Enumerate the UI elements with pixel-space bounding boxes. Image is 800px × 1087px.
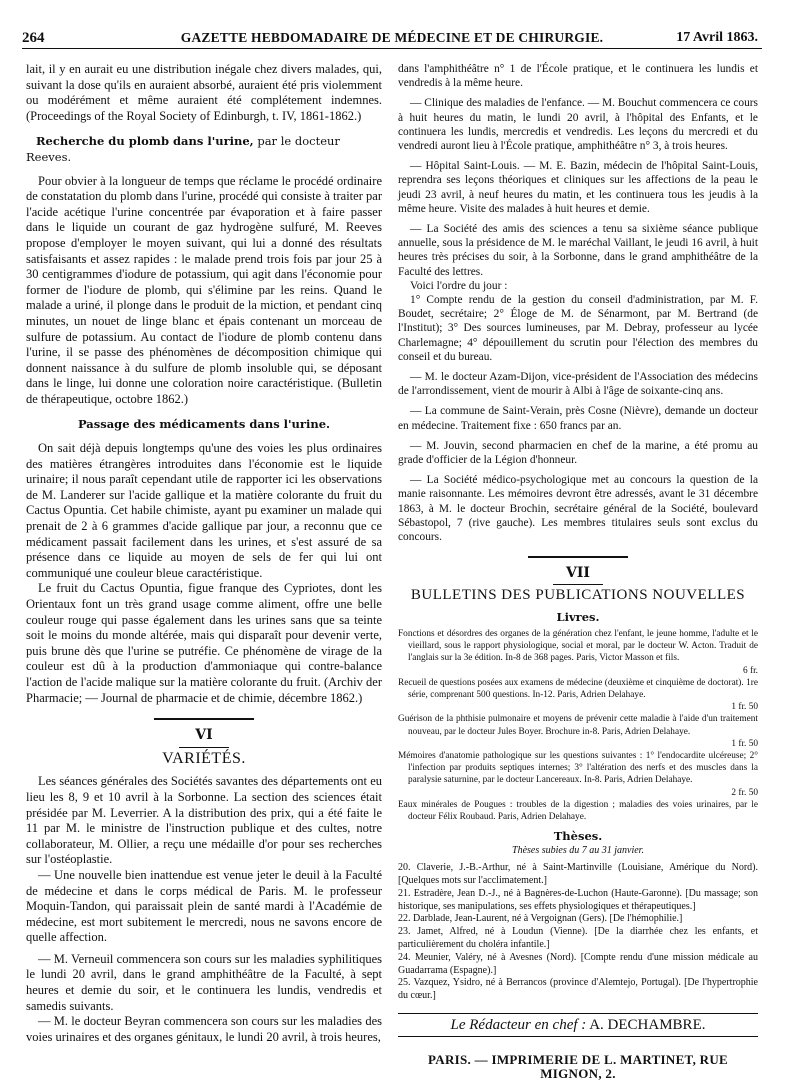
- section-divider-right: [528, 556, 628, 558]
- paragraph-saint-louis: — Hôpital Saint-Louis. — M. E. Bazin, médecin de l'hôpital Saint-Louis, reprendra ses leçons théoriques et cliniques sur les affections de la peau le jeudi 23 avril, à neuf heures du matin, et les continuera tous les jeudis à la même heure. Visite des malades à huit heures et demie.: [398, 160, 758, 215]
- article-heading-plomb: [26, 134, 382, 165]
- article-heading-medicaments: Passage des médicaments dans l'urine.: [77, 417, 331, 432]
- paragraph-medicaments-2: Le fruit du Cactus Opuntia, figue franque des Cypriotes, dont les Orientaux font un très grand usage comme aliment, offre une belle couleur rouge qui passe également dans les urines sans que sa teinte soit le moins du monde altérée, mais qui disparaît pour devenir verte, puis brune dès que l'urine se putréfie. Ce phénomène de virage de la couleur est dû à la production d'ammoniaque qui contre-balance l'action de l'acide malique sur la matière colorante du fruit. (Archiv der Pharmacie; — Journal de pharmacie et de chimie, décembre 1862.): [26, 581, 382, 705]
- book-entry: Fonctions et désordres des organes de la génération chez l'enfant, le jeune homme, l'adulte et le vieillard, sous le rapport physiologique, social et moral, par le docteur W. Acton. Traduit de l'anglais sur la 3e édition. In-8 de 368 pages. Paris, Victor Masson et fils.: [398, 628, 758, 664]
- paragraph-amis-sciences: — La Société des amis des sciences a tenu sa sixième séance publique annuelle, sous la présidence de M. le maréchal Vaillant, le jeudi 16 avril, à huit heures très précises du soir, à la Sorbonne, dans le grand amphithéâtre de la Faculté des lettres.: [398, 223, 758, 278]
- section-title-bulletins: BULLETINS DES PUBLICATIONS NOUVELLES: [410, 586, 746, 603]
- issue-date: 17 Avril 1863.: [676, 30, 758, 45]
- paragraph-clinique-enfance: — Clinique des maladies de l'enfance. — M. Bouchut commencera ce cours à huit heures du matin, le lundi 20 avril, à l'hôpital des Enfants, et le continuera les lundis, mercredis et vendredis. Les leçons du mercredi et du vendredi auront lieu à l'École pratique, amphithéâtre n° 3, à trois heures.: [398, 97, 758, 153]
- book-price: 1 fr. 50: [731, 738, 758, 749]
- thesis-entry: 20. Claverie, J.-B.-Arthur, né à Saint-Martinville (Louisiane, Amérique du Nord). [Quelques mots sur l'acclimatement.]: [398, 862, 758, 886]
- section-divider: [154, 718, 254, 720]
- page-number: 264: [22, 30, 45, 46]
- book-entry: Recueil de questions posées aux examens de médecine (deuxième et cinquième de doctorat). 1re série, comprenant 500 questions. In-12. Paris, Adrien Delahaye.: [398, 677, 758, 700]
- paragraph-seances: Les séances générales des Sociétés savantes des départements ont eu lieu les 8, 9 et 10 avril à la Sorbonne. La section des sciences était présidée par M. Leverrier. A la distribution des prix, qui a été faite le 11 par M. le ministre de l'instruction publique et des cultes, notre collaborateur, M. Ollier, a reçu une médaille d'or pour ses recherches sur l'ostéoplastie.: [26, 774, 382, 867]
- article-heading-author: par le docteur Reeves.: [26, 134, 340, 164]
- thesis-entry: 23. Jamet, Alfred, né à Loudun (Vienne). [De la diarrhée chez les enfants, et particulièrement du choléra infantile.]: [398, 926, 758, 950]
- paragraph-ordre-du-jour: Voici l'ordre du jour :: [410, 279, 508, 292]
- book-entry: Eaux minérales de Pougues : troubles de la digestion ; maladies des voies urinaires, par le docteur Félix Roubaud. Paris, Adrien Delahaye.: [398, 799, 758, 822]
- paragraph-jouvin: — M. Jouvin, second pharmacien en chef de la marine, a été promu au grade d'officier de la Légion d'honneur.: [398, 439, 758, 467]
- book-price: 6 fr.: [743, 665, 758, 676]
- book-entry: Guérison de la phthisie pulmonaire et moyens de prévenir cette maladie à l'aide d'un traitement nouveau, par le docteur Jules Boyer. Brochure in-8. Paris, Adrien Delahaye.: [398, 714, 758, 737]
- thesis-entry: 21. Estradère, Jean D.-J., né à Bagnères-de-Luchon (Haute-Garonne). [Du massage; son historique, ses manipulations, ses effets physiologiques et thérapeutiques.]: [398, 887, 758, 912]
- theses-intro: Thèses subies du 7 au 31 janvier.: [512, 845, 644, 857]
- editor-name: A. DECHAMBRE.: [589, 1016, 706, 1033]
- left-column: [26, 62, 382, 1072]
- theses-list: [398, 845, 758, 1003]
- printer-imprint: PARIS. — IMPRIMERIE DE L. MARTINET, RUE MIGNON, 2.: [427, 1052, 729, 1082]
- editor-signature: [398, 1013, 758, 1037]
- section-title-varietes: VARIÉTÉS.: [162, 749, 246, 767]
- right-column: [398, 62, 758, 1082]
- paragraph-saint-verain: — La commune de Saint-Verain, près Cosne (Nièvre), demande un docteur en médecine. Traitement fixe : 650 francs par an.: [398, 405, 758, 432]
- books-heading: Livres.: [556, 609, 600, 624]
- paragraph-moquin-tandon: — Une nouvelle bien inattendue est venue jeter le deuil à la Faculté de médecine et dans le corps médical de Paris. M. le professeur Moquin-Tandon, qui paraissait plein de santé mardi à l'Académie de médecine, est mort subitement le mercredi, nous ne savons encore de quelle affection.: [26, 867, 382, 945]
- section-number-underline-right: [553, 584, 603, 585]
- paragraph-continuation: lait, il y en aurait eu une distribution inégale chez divers malades, qui, suivant la dose qu'ils en auraient absorbé, auraient été pris violemment ou modérément et même auraient été complétement indemnes. (Proceedings of the Royal Society of Edinburgh, t. IV, 1861-1862.): [26, 62, 382, 123]
- paragraph-ordre-items: 1° Compte rendu de la gestion du conseil d'administration, par M. F. Boudet, secrétaire; 2° Éloge de M. de Sénarmont, par M. Bertrand (de l'Institut); 3° Des sources lumineuses, par M. Debray, professeur au lycée Charlemagne; 4° dépouillement du scrutin pour l'élection des membres du conseil et du bureau.: [398, 294, 758, 363]
- journal-title: GAZETTE HEBDOMADAIRE DE MÉDECINE ET DE CHIRURGIE.: [180, 30, 604, 45]
- paragraph-medicaments-1: On sait déjà depuis longtemps qu'une des voies les plus ordinaires des matières étrangères introduites dans l'économie est le liquide urinaire; il nous paraît cependant utile de rapporter ici les observations de M. Landerer sur l'acide gallique et la matière colorante du fruit du Cactus Opuntia. Cet habile chimiste, ayant pu examiner un malade qui prenait de 2 à 6 grammes d'acide gallique par jour, a reconnu que ce médicament passait facilement dans les urines, et s'est assuré de sa présence dans ce liquide au moyen de sels de fer qui lui ont communiqué une couleur bleue caractéristique.: [26, 441, 382, 580]
- section-number-vii: VII: [566, 565, 590, 582]
- book-price: 2 fr. 50: [731, 787, 758, 798]
- paragraph-verneuil: — M. Verneuil commencera son cours sur les maladies syphilitiques le lundi 20 avril, dans le grand amphithéâtre de la Faculté, à sept heures et demie du soir, et le continuera les lundis, vendredis et samedis suivants.: [26, 951, 382, 1013]
- page-header: [22, 30, 762, 49]
- book-price: 1 fr. 50: [731, 702, 758, 713]
- thesis-entry: 24. Meunier, Valéry, né à Avesnes (Nord). [Compte rendu d'une mission médicale au Guadarrama (Espagne).]: [398, 951, 758, 976]
- editor-label: Le Rédacteur en chef :: [450, 1016, 587, 1033]
- thesis-entry: 22. Darblade, Jean-Laurent, né à Vergoignan (Gers). [De l'hémophilie.]: [398, 913, 683, 925]
- paragraph-plomb: Pour obvier à la longueur de temps que réclame le procédé ordinaire de constatation du plomb dans l'urine, procédé qui consiste à traiter par l'acide acétique l'urine concentrée par évaporation et à faire passer dans le liquide un courant de gaz hydrogène sulfuré, M. Reeves propose d'employer le moyen suivant, qui lui a donné des résultats satisfaisants et assez rapides : le malade prend trois fois par jour 25 à 30 centigrammes d'iodure de potassium, qui agit dans l'économie pour former de l'iodure de plomb, qui s'élimine par les reins. Quand le malade a uriné, il plonge dans le produit de la miction, et pendant cinq minutes, un nouet de linge blanc et épais contenant un morceau de sulfure de potassium. Au contact de l'iodure de plomb contenu dans l'urine, il se passe des phénomènes de décomposition chimique qui donnent naissance à du sulfure de plomb insoluble qui, se déposant dans le linge, lui donne une coloration noire caractéristique. (Bulletin de thérapeutique, octobre 1862.): [26, 173, 382, 406]
- book-entry: Mémoires d'anatomie pathologique sur les questions suivantes : 1° l'endocardite ulcéreuse; 2° l'infection par produits septiques internes; 3° l'altération des nerfs et des muscles dans la paralysie saturnine, par le docteur Lancereaux. In-8. Paris, Adrien Delahaye.: [398, 750, 758, 786]
- thesis-entry: 25. Vazquez, Ysidro, né à Berrancos (province d'Alemtejo, Portugal). [De l'hypertrophie du cœur.]: [398, 977, 758, 1002]
- paragraph-beyran: — M. le docteur Beyran commencera son cours sur les maladies des voies urinaires et des organes génitaux, le lundi 20 avril, à trois heures,: [26, 1014, 382, 1044]
- theses-heading: Thèses.: [553, 829, 603, 844]
- section-number-vi: VI: [195, 727, 213, 744]
- paragraph-azam-dijon: — M. le docteur Azam-Dijon, vice-président de l'Association des médecins de l'arrondissement, vient de mourir à Albi à l'âge de soixante-cinq ans.: [398, 371, 758, 398]
- book-list: [398, 628, 758, 823]
- article-heading-lead: Recherche du plomb dans l'urine,: [36, 134, 254, 149]
- paragraph-continuation-right: dans l'amphithéâtre n° 1 de l'École pratique, et le continuera les lundis et vendredis à la même heure.: [398, 63, 758, 90]
- paragraph-medico-psychologique: — La Société médico-psychologique met au concours la question de la manie raisonnante. Les mémoires devront être adressés, avant le 31 décembre 1863, à M. le docteur Brochin, secrétaire général de la Société, boulevard Sébastopol, 7 (rive gauche). Les membres titulaires seuls sont exclus du concours.: [398, 474, 758, 544]
- section-number-underline: [179, 747, 229, 748]
